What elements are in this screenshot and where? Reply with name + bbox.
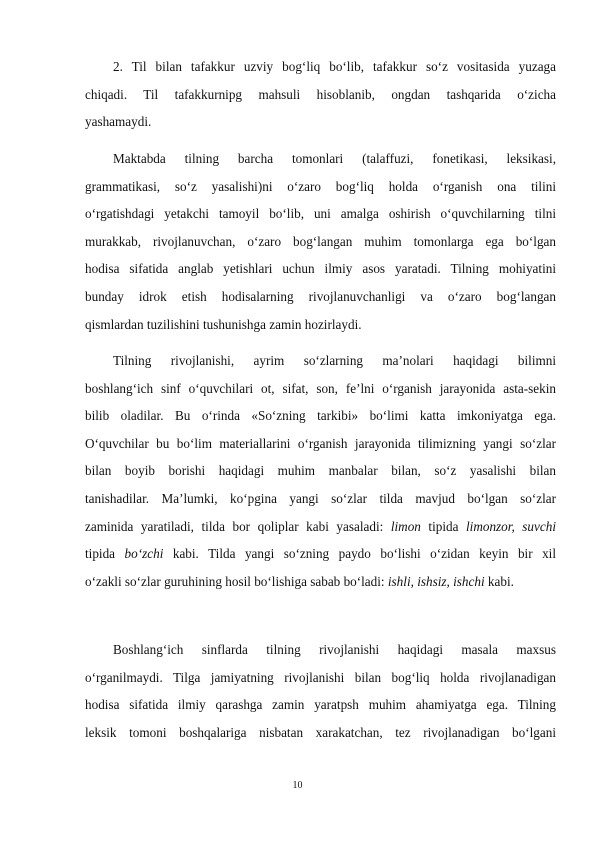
paragraph-2 — [85, 145, 556, 338]
text-line: Tilning rivojlanishi, ayrim so‘zlarning ma’nolari haqidagi bilimni — [113, 353, 556, 368]
text-segment: kabi. Tilda yangi so‘zning paydo bo‘lishi o‘zidan keyin bir xil — [163, 546, 556, 562]
text-line: hodisa sifatida ilmiy qarashga zamin yaratpsh muhim ahamiyatga ega. Tilning — [85, 697, 556, 713]
text-segment: tipida — [85, 546, 125, 562]
italic-example: ishli, ishsiz, ishchi — [387, 573, 485, 589]
text-line: bilan boyib borishi haqidagi muhim manbalar bilan, so‘z yasalishi bilan — [85, 463, 556, 479]
text-segment: tipida — [420, 518, 467, 534]
text-line-with-italics — [85, 568, 556, 596]
text-line: boshlang‘ich sinf o‘quvchilari ot, sifat, son, fe’lni o‘rganish jarayonida asta-sekin — [85, 380, 556, 396]
text-line: yashamaydi. — [85, 114, 152, 130]
text-line-with-italics — [85, 540, 556, 568]
italic-example: bo‘zchi — [124, 546, 164, 562]
paragraph-3 — [85, 347, 556, 595]
text-line: Maktabda tilning barcha tomonlari (talaffuzi, fonetikasi, leksikasi, — [113, 151, 556, 166]
text-segment: o‘zakli so‘zlar guruhining hosil bo‘lishiga sabab bo‘ladi: — [85, 573, 388, 589]
text-segment: zaminida yaratiladi, tilda bor qoliplar kabi yasaladi: — [85, 518, 391, 534]
text-line: Boshlang‘ich sinflarda tilning rivojlanishi haqidagi masala maxsus — [113, 642, 556, 657]
text-line-with-italics — [85, 513, 556, 541]
text-line: qismlardan tuzilishini tushunishga zamin hozirlaydi. — [85, 316, 362, 332]
text-line: murakkab, rivojlanuvchan, o‘zaro bog‘langan muhim tomonlarga ega bo‘lgan — [85, 233, 556, 249]
text-line: bilib oladilar. Bu o‘rinda «So‘zning tarkibi» bo‘limi katta imkoniyatga ega. — [85, 408, 556, 424]
text-line: O‘quvchilar bu bo‘lim materiallarini o‘rganish jarayonida tilimizning yangi so‘zlar — [85, 435, 556, 451]
text-line: grammatikasi, so‘z yasalishi)ni o‘zaro bog‘liq holda o‘rganish ona tilini — [85, 178, 556, 194]
italic-example: limon — [390, 518, 421, 534]
text-line: bunday idrok etish hodisalarning rivojlanuvchanligi va o‘zaro bog‘langan — [85, 288, 556, 304]
text-line: o‘rgatishdagi yetakchi tamoyil bo‘lib, uni amalga oshirish o‘quvchilarning tilni — [85, 206, 556, 222]
text-line: o‘rganilmaydi. Tilga jamiyatning rivojlanishi bilan bog‘liq holda rivojlanadigan — [85, 669, 556, 685]
text-segment: kabi. — [484, 573, 514, 589]
text-line: 2. Til bilan tafakkur uzviy bog‘liq bo‘lib, tafakkur so‘z vositasida yuzaga — [113, 59, 556, 74]
text-line: leksik tomoni boshqalariga nisbatan xarakatchan, tez rivojlanadigan bo‘lgani — [85, 724, 556, 740]
text-line: tanishadilar. Ma’lumki, ko‘pgina yangi so‘zlar tilda mavjud bo‘lgan so‘zlar — [85, 490, 556, 506]
page-number: 10 — [292, 780, 303, 791]
paragraph-4 — [85, 636, 556, 746]
text-line: hodisa sifatida anglab yetishlari uchun ilmiy asos yaratadi. Tilning mohiyatini — [85, 261, 556, 277]
paragraph-1 — [85, 53, 556, 136]
italic-example: limonzor, suvchi — [466, 518, 556, 534]
text-line: chiqadi. Til tafakkurnipg mahsuli hisoblanib, ongdan tashqarida o‘zicha — [85, 86, 556, 102]
